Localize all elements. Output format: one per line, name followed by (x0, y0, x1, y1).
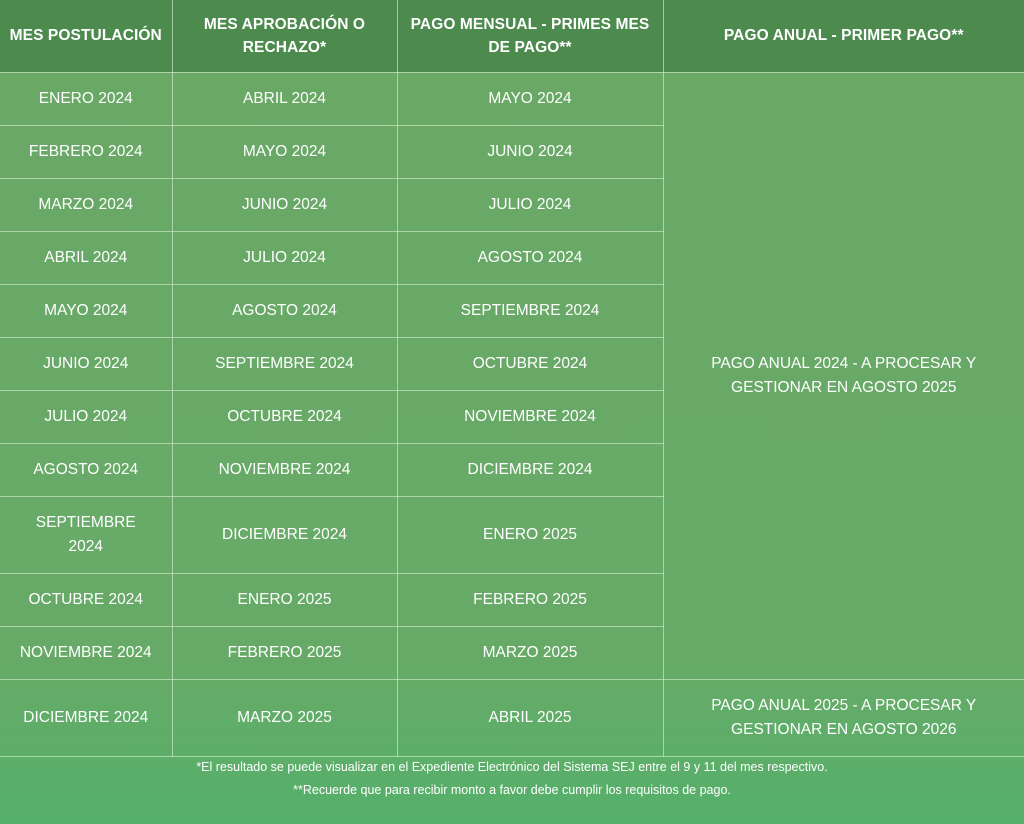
cell-mes-postulacion: FEBRERO 2024 (0, 125, 172, 178)
footnotes (0, 756, 1024, 802)
cell-pago-mensual: SEPTIEMBRE 2024 (397, 284, 663, 337)
cell-pago-mensual: JUNIO 2024 (397, 125, 663, 178)
cell-pago-mensual: ENERO 2025 (397, 496, 663, 573)
cell-pago-mensual: AGOSTO 2024 (397, 231, 663, 284)
cell-pago-mensual: OCTUBRE 2024 (397, 337, 663, 390)
cell-mes-postulacion: ENERO 2024 (0, 72, 172, 125)
cell-mes-postulacion: DICIEMBRE 2024 (0, 679, 172, 756)
cell-mes-aprobacion: FEBRERO 2025 (172, 626, 397, 679)
cell-mes-postulacion: ABRIL 2024 (0, 231, 172, 284)
header-row (0, 0, 1024, 72)
cell-pago-mensual: MAYO 2024 (397, 72, 663, 125)
cell-pago-mensual: DICIEMBRE 2024 (397, 443, 663, 496)
cell-pago-anual-2025: PAGO ANUAL 2025 - A PROCESAR Y GESTIONAR EN AGOSTO 2026 (663, 679, 1024, 756)
cell-pago-mensual: MARZO 2025 (397, 626, 663, 679)
header-pago-anual: PAGO ANUAL - PRIMER PAGO** (663, 0, 1024, 72)
cell-mes-aprobacion: ABRIL 2024 (172, 72, 397, 125)
cell-pago-mensual: FEBRERO 2025 (397, 573, 663, 626)
header-pago-mensual: PAGO MENSUAL - PRIMES MES DE PAGO** (397, 0, 663, 72)
cell-mes-postulacion: OCTUBRE 2024 (0, 573, 172, 626)
cell-mes-aprobacion: JUNIO 2024 (172, 178, 397, 231)
cell-mes-postulacion: MARZO 2024 (0, 178, 172, 231)
cell-mes-postulacion: JULIO 2024 (0, 390, 172, 443)
header-mes-postulacion: MES POSTULACIÓN (0, 0, 172, 72)
cell-mes-aprobacion: SEPTIEMBRE 2024 (172, 337, 397, 390)
cell-mes-postulacion: AGOSTO 2024 (0, 443, 172, 496)
cell-mes-aprobacion: MAYO 2024 (172, 125, 397, 178)
cell-pago-mensual: JULIO 2024 (397, 178, 663, 231)
table-row (0, 679, 1024, 756)
cell-pago-mensual: ABRIL 2025 (397, 679, 663, 756)
cell-mes-postulacion: MAYO 2024 (0, 284, 172, 337)
cell-mes-aprobacion: ENERO 2025 (172, 573, 397, 626)
cell-mes-aprobacion: NOVIEMBRE 2024 (172, 443, 397, 496)
table-header (0, 0, 1024, 72)
cell-pago-mensual: NOVIEMBRE 2024 (397, 390, 663, 443)
header-mes-aprobacion: MES APROBACIÓN O RECHAZO* (172, 0, 397, 72)
cell-mes-aprobacion: OCTUBRE 2024 (172, 390, 397, 443)
footnote-resultado: *El resultado se puede visualizar en el Expediente Electrónico del Sistema SEJ entre el 9 y 11 del mes respectivo. (196, 760, 828, 774)
cell-mes-aprobacion: DICIEMBRE 2024 (172, 496, 397, 573)
cell-mes-postulacion: NOVIEMBRE 2024 (0, 626, 172, 679)
cell-mes-aprobacion: JULIO 2024 (172, 231, 397, 284)
table-body (0, 72, 1024, 756)
cell-mes-aprobacion: MARZO 2025 (172, 679, 397, 756)
footnote-requisitos: **Recuerde que para recibir monto a favor debe cumplir los requisitos de pago. (293, 783, 731, 797)
cell-mes-aprobacion: AGOSTO 2024 (172, 284, 397, 337)
cell-pago-anual-2024: PAGO ANUAL 2024 - A PROCESAR Y GESTIONAR EN AGOSTO 2025 (663, 72, 1024, 679)
cell-mes-postulacion: SEPTIEMBRE 2024 (0, 496, 172, 573)
cell-mes-postulacion: JUNIO 2024 (0, 337, 172, 390)
table-row (0, 72, 1024, 125)
